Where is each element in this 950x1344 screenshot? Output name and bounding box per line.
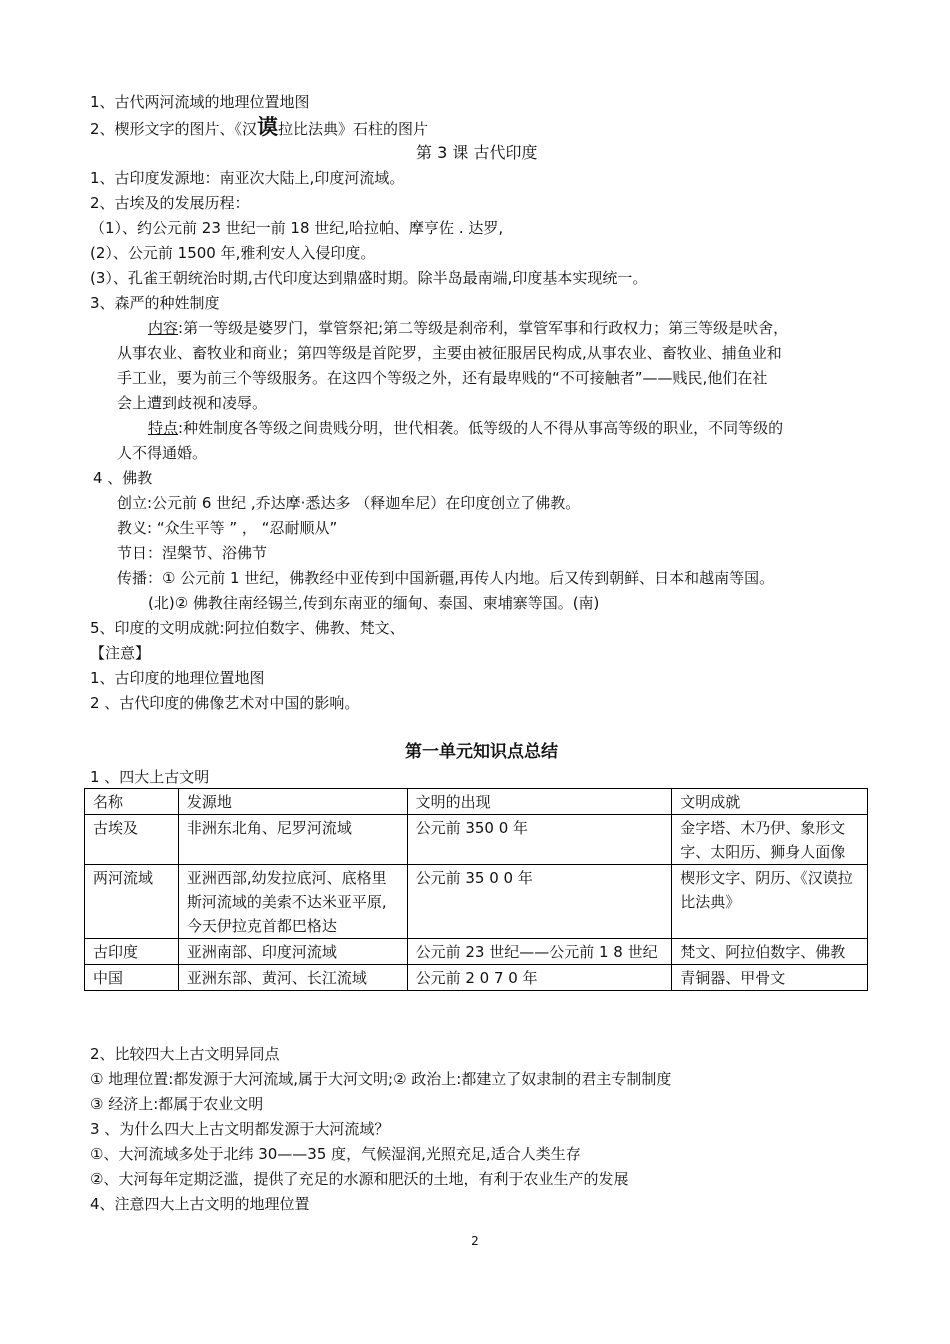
note-buddha-art: 2 、古代印度的佛像艺术对中国的影响。	[90, 694, 360, 712]
buddhism-spread-1: 传播：① 公元前 1 世纪，佛教经中亚传到中国新疆,再传人内地。后又传到朝鲜、日本和越南等国。	[117, 569, 775, 587]
table-header-row	[85, 789, 868, 815]
caste-content-line-4: 会上遭到歧视和凌辱。	[117, 394, 268, 412]
table-row	[85, 965, 868, 991]
table-cell: 亚洲西部,幼发拉底河、底格里斯河流域的美索不达米亚平原,今天伊拉克首都巴格达	[178, 865, 407, 939]
table-cell: 公元前 23 世纪——公元前 1 8 世纪	[407, 939, 672, 965]
india-achievements: 5、印度的文明成就:阿拉伯数字、佛教、梵文、	[90, 619, 405, 637]
compare-geo-politics: ① 地理位置:都发源于大河流域,属于大河文明;② 政治上:都建立了奴隶制的君主专制制度	[90, 1070, 672, 1088]
india-origin: 1、古印度发源地：南亚次大陆上,印度河流域。	[90, 169, 405, 187]
history-heading: 2、古埃及的发展历程：	[90, 194, 250, 212]
caste-content-line-2: 从事农业、畜牧业和商业；第四等级是首陀罗，主要由被征服居民构成,从事农业、畜牧业、捕鱼业和	[117, 344, 782, 362]
unit-summary-title: 第一单元知识点总结	[405, 742, 558, 762]
section-why-rivers: 3 、为什么四大上古文明都发源于大河流域？	[90, 1120, 390, 1138]
table-header-cell: 名称	[85, 789, 179, 815]
table-cell: 非洲东北角、尼罗河流域	[178, 815, 407, 865]
lesson-title: 第 3 课 古代印度	[416, 143, 538, 162]
note-cuneiform-big-char: 谟	[257, 115, 279, 139]
table-cell: 两河流域	[85, 865, 179, 939]
table-row	[85, 939, 868, 965]
buddhism-heading: 4 、佛教	[93, 469, 153, 487]
buddhism-doctrine: 教义: “众生平等 ” ， “忍耐顺从”	[117, 519, 338, 537]
note-india-map: 1、古印度的地理位置地图	[90, 669, 265, 687]
section-compare: 2、比较四大上古文明异同点	[90, 1045, 280, 1063]
caste-content-label: 内容	[148, 319, 179, 337]
table-row	[85, 815, 868, 865]
section-geo-location: 4、注意四大上古文明的地理位置	[90, 1195, 310, 1213]
caste-content-text: :第一等级是婆罗门，掌管祭祀;第二等级是刹帝利，掌管军事和行政权力；第三等级是吠舍，	[178, 319, 789, 337]
note-cuneiform-pre: 2、楔形文字的图片、《汉	[90, 120, 258, 138]
table-cell: 亚洲南部、印度河流域	[178, 939, 407, 965]
table-cell: 古埃及	[85, 815, 179, 865]
caste-feature-line-2: 人不得通婚。	[117, 444, 208, 462]
caste-feature-label: 特点	[148, 419, 179, 437]
section-four-civilizations: 1 、四大上古文明	[90, 768, 210, 786]
table-header-cell: 发源地	[178, 789, 407, 815]
caste-content-line-1	[148, 317, 788, 339]
table-cell: 青铜器、甲骨文	[672, 965, 868, 991]
table-cell: 公元前 2 0 7 0 年	[407, 965, 672, 991]
caste-feature-line-1	[148, 417, 783, 439]
reason-climate: ①、大河流域多处于北纬 30——35 度，气候湿润,光照充足,适合人类生存	[90, 1145, 581, 1163]
note-cuneiform-pictures	[90, 116, 428, 140]
note-map-two-rivers: 1、古代两河流域的地理位置地图	[90, 93, 310, 111]
table-cell: 公元前 35 0 0 年	[407, 865, 672, 939]
history-item-1: （1）、约公元前 23 世纪一前 18 世纪,哈拉帕、摩亨佐 . 达罗,	[90, 219, 504, 237]
table-cell: 楔形文字、阴历、《汉谟拉比法典》	[672, 865, 868, 939]
note-cuneiform-post: 拉比法典》石柱的图片	[278, 120, 429, 138]
compare-economy: ③ 经济上:都属于农业文明	[90, 1095, 264, 1113]
caste-feature-text: :种姓制度各等级之间贵贱分明，世代相袭。低等级的人不得从事高等级的职业，不同等级的	[178, 419, 784, 437]
caste-heading: 3、森严的种姓制度	[90, 294, 220, 312]
table-cell: 中国	[85, 965, 179, 991]
table-cell: 亚洲东部、黄河、长江流域	[178, 965, 407, 991]
table-cell: 公元前 350 0 年	[407, 815, 672, 865]
note-heading: 【注意】	[90, 644, 151, 662]
history-item-2: (2）、公元前 1500 年,雅利安人入侵印度。	[90, 244, 376, 262]
buddhism-spread-2: (北)② 佛教往南经锡兰,传到东南亚的缅甸、泰国、柬埔寨等国。(南)	[148, 594, 600, 612]
reason-flooding: ②、大河每年定期泛滥，提供了充足的水源和肥沃的土地，有利于农业生产的发展	[90, 1170, 629, 1188]
page-number: 2	[471, 1234, 479, 1248]
civilizations-table	[84, 788, 868, 991]
table-header-cell: 文明成就	[672, 789, 868, 815]
history-item-3: (3）、孔雀王朝统治时期,古代印度达到鼎盛时期。除半岛最南端,印度基本实现统一。	[90, 269, 648, 287]
table-cell: 金字塔、木乃伊、象形文字、太阳历、狮身人面像	[672, 815, 868, 865]
table-cell: 梵文、阿拉伯数字、佛教	[672, 939, 868, 965]
table-cell: 古印度	[85, 939, 179, 965]
caste-content-line-3: 手工业，要为前三个等级服务。在这四个等级之外，还有最卑贱的“不可接触者”——贱民,他们在社	[117, 369, 768, 387]
table-header-cell: 文明的出现	[407, 789, 672, 815]
buddhism-festival: 节日：涅槃节、浴佛节	[117, 544, 268, 562]
table-row	[85, 865, 868, 939]
buddhism-founding: 创立:公元前 6 世纪 ,乔达摩·悉达多 （释迦牟尼）在印度创立了佛教。	[117, 494, 581, 512]
